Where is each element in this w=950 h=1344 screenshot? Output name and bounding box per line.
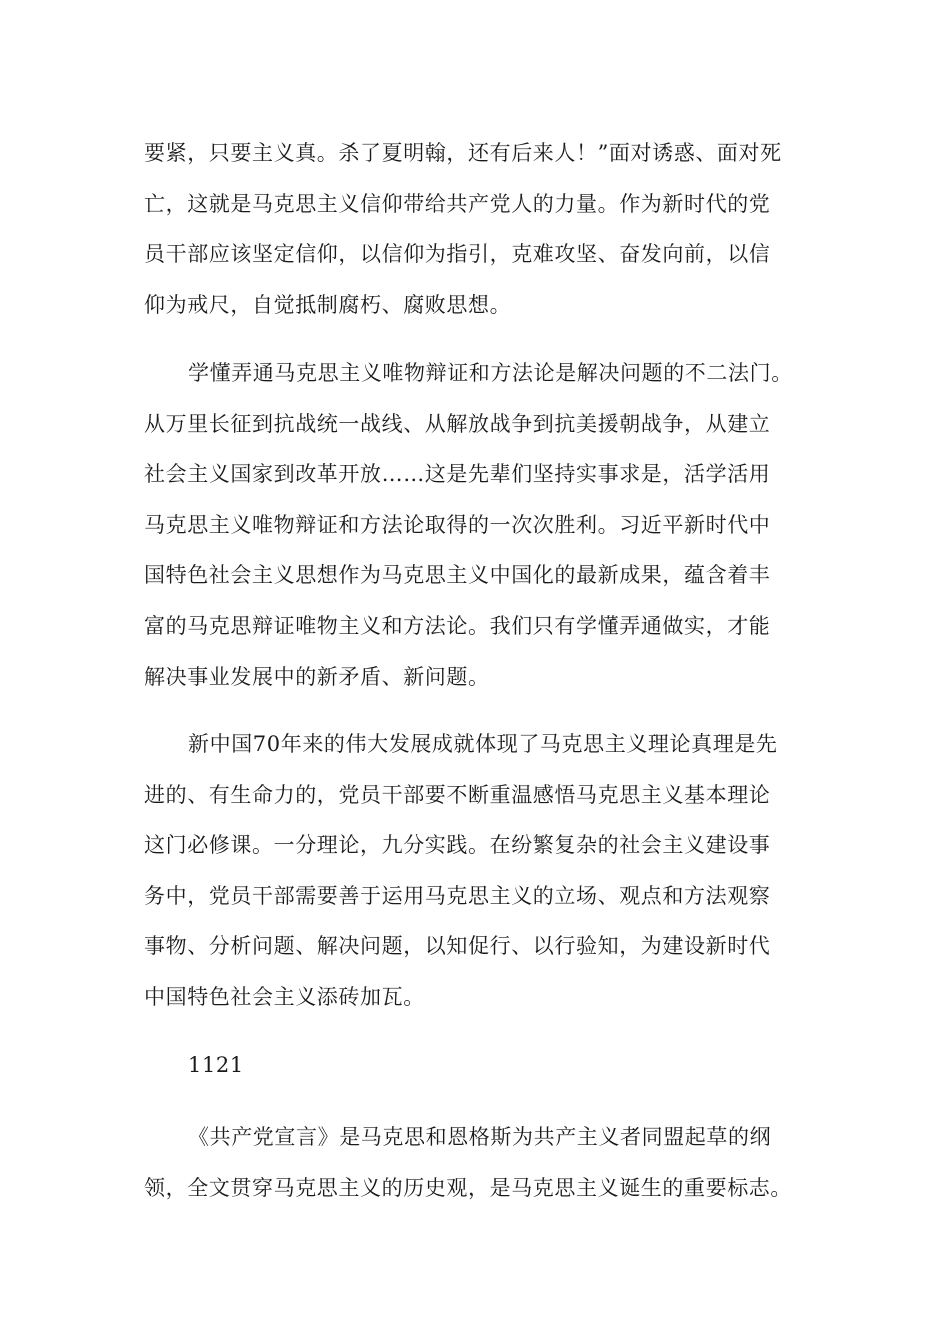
text-line: 从万里长征到抗战统一战线、从解放战争到抗美援朝战争，从建立 xyxy=(144,411,771,436)
text-line: 中国特色社会主义添砖加瓦。 xyxy=(144,984,425,1009)
paragraph-practice xyxy=(144,719,804,1023)
text-line: 1121 xyxy=(188,1053,244,1077)
text-line: 《共产党宣言》是马克思和恩格斯为共产主义者同盟起草的纲 xyxy=(188,1125,772,1149)
text-line: 务中，党员干部需要善于运用马克思主义的立场、观点和方法观察 xyxy=(144,883,771,908)
paragraph-dialectics xyxy=(144,348,804,702)
text-line: 富的马克思辩证唯物主义和方法论。我们只有学懂弄通做实，才能 xyxy=(144,613,771,638)
text-line: 要紧，只要主义真。杀了夏明翰，还有后来人！”面对诱惑、面对死 xyxy=(144,141,782,165)
paragraph-manifesto xyxy=(144,1112,804,1213)
text-line: 社会主义国家到改革开放……这是先辈们坚持实事求是，活学活用 xyxy=(144,462,771,487)
text-line: 进的、有生命力的，党员干部要不断重温感悟马克思主义基本理论 xyxy=(144,782,771,807)
text-line: 解决事业发展中的新矛盾、新问题。 xyxy=(144,664,490,689)
text-line: 马克思主义唯物辩证和方法论取得的一次次胜利。习近平新时代中 xyxy=(144,512,771,537)
text-line: 亡，这就是马克思主义信仰带给共产党人的力量。作为新时代的党 xyxy=(144,191,771,216)
text-line: 员干部应该坚定信仰，以信仰为指引，克难攻坚、奋发向前，以信 xyxy=(144,242,771,267)
text-line: 领，全文贯穿马克思主义的历史观，是马克思主义诞生的重要标志。 xyxy=(144,1175,792,1200)
paragraph-faith xyxy=(144,128,804,330)
text-line: 国特色社会主义思想作为马克思主义中国化的最新成果，蕴含着丰 xyxy=(144,563,771,588)
text-line: 事物、分析问题、解决问题，以知促行、以行验知，为建设新时代 xyxy=(144,934,771,959)
section-number xyxy=(144,1040,804,1091)
text-line: 新中国70年来的伟大发展成就体现了马克思主义理论真理是先 xyxy=(188,732,778,756)
text-line: 这门必修课。一分理论，九分实践。在纷繁复杂的社会主义建设事 xyxy=(144,833,771,858)
text-line: 仰为戒尺，自觉抵制腐朽、腐败思想。 xyxy=(144,292,512,317)
text-line: 学懂弄通马克思主义唯物辩证和方法论是解决问题的不二法门。 xyxy=(188,361,793,385)
